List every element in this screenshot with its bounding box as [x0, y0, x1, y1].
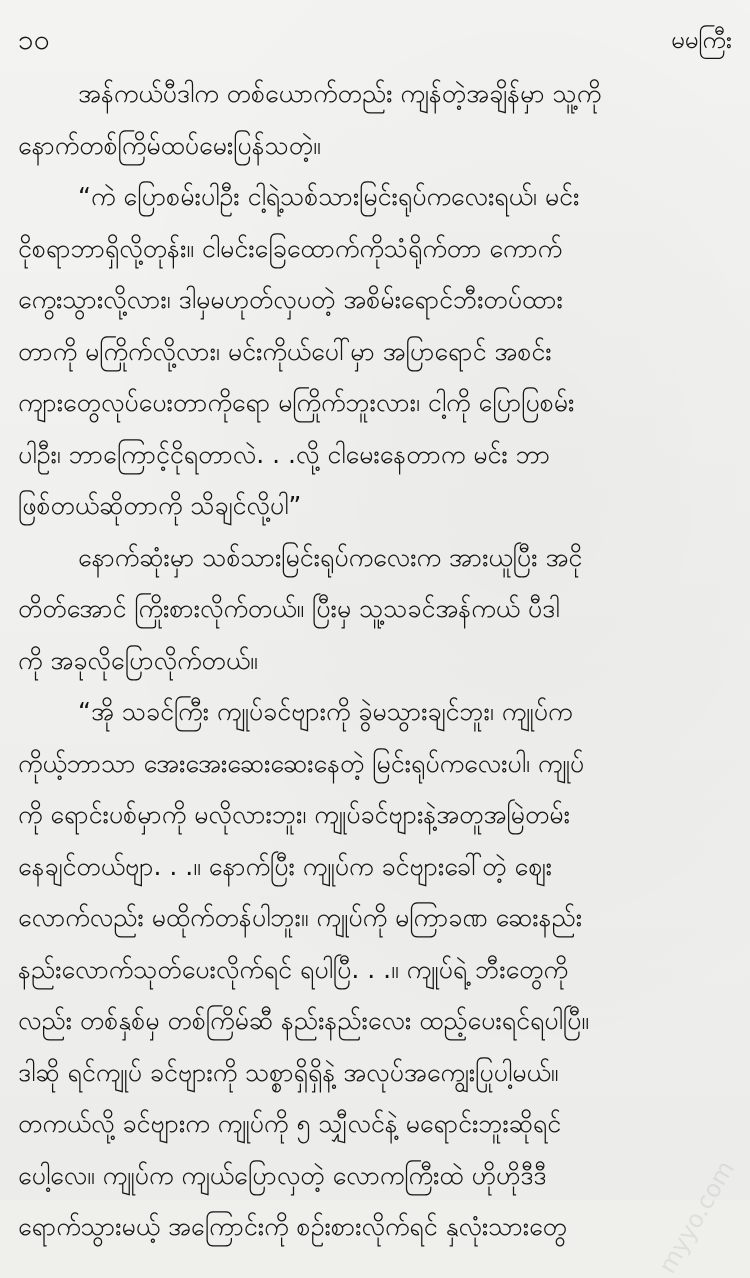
watermark: myyo.com: [653, 1156, 740, 1278]
page-number: ၁၀: [18, 23, 50, 56]
text-line: ကို အခုလိုပြောလိုက်တယ်။: [18, 645, 258, 675]
text-line: လည်း တစ်နှစ်မှ တစ်ကြိမ်ဆီ နည်းနည်းလေး ထည့်ပေးရင်ရပါပြီ။: [18, 1006, 589, 1035]
text-line: နောက်တစ်ကြိမ်ထပ်မေးပြန်သတဲ့။: [18, 130, 321, 160]
text-line: ကိုယ့်ဘာသာ အေးအေးဆေးဆေးနေတဲ့ မြင်းရုပ်ကလေးပါ၊ ကျုပ်: [18, 748, 585, 778]
text-line: ကွေးသွားလို့လား၊ ဒါမှမဟုတ်လှပတဲ့ အစိမ်းရောင်ဘီးတပ်ထား: [18, 285, 563, 314]
text-line: တိတ်အောင် ကြိုးစားလိုက်တယ်။ ပြီးမှ သူ့သခင်အန်ကယ် ပီဒါ: [18, 594, 560, 623]
text-line: နေချင်တယ်ဗျာ. . .။ နောက်ပြီး ကျုပ်က ခင်ဗျားခေါ်တဲ့ ဈေး: [18, 851, 552, 881]
text-line: ပါဦး၊ ဘာကြောင့်ငိုရတာလဲ. . .လို့ ငါမေးနေတာက မင်း ဘာ: [18, 439, 551, 469]
text-line: တကယ်လို့ ခင်ဗျားက ကျုပ်ကို ၅ သျှီလင်နဲ့ မရောင်းဘူးဆိုရင်: [18, 1109, 562, 1138]
text-line: တာကို မကြိုက်လို့လား၊ မင်းကိုယ်ပေါ်မှာ အပြာရောင် အစင်း: [18, 336, 552, 366]
text-line: ရောက်သွားမယ့် အကြောင်းကို စဉ်းစားလိုက်ရင် နှလုံးသားတွေ: [18, 1212, 567, 1241]
running-title: မမကြီး: [670, 26, 732, 54]
text-line: လောက်လည်း မထိုက်တန်ပါဘူး။ ကျုပ်ကို မကြာခဏ ဆေးနည်း: [18, 903, 583, 932]
text-line: ဖြစ်တယ်ဆိုတာကို သိချင်လို့ပါ”: [18, 491, 302, 520]
text-line: ဒါဆို ရင်ကျုပ် ခင်ဗျားကို သစ္စာရှိရှိနဲ့ အလုပ်အကျွေးပြုပါ့မယ်။: [18, 1057, 559, 1087]
text-line: ကို ရောင်းပစ်မှာကို မလိုလားဘူး၊ ကျုပ်ခင်ဗျားနဲ့အတူအမြဲတမ်း: [18, 800, 570, 829]
text-line: အန်ကယ်ပီဒါက တစ်ယောက်တည်း ကျန်တဲ့အချိန်မှာ သူ့ကို: [78, 79, 602, 108]
text-line: “ကဲ ပြောစမ်းပါဦး ငါ့ရဲ့သစ်သားမြင်းရုပ်ကလေးရယ်၊ မင်း: [78, 182, 580, 211]
text-line: “အို သခင်ကြီး ကျုပ်ခင်ဗျားကို ခွဲမသွားချင်ဘူး၊ ကျုပ်က: [78, 697, 573, 726]
text-line: ပေါ့လေ။ ကျုပ်က ကျယ်ပြောလှတဲ့ လောကကြီးထဲ ဟိုဟိုဒီဒီ: [18, 1160, 547, 1190]
text-line: နောက်ဆုံးမှာ သစ်သားမြင်းရုပ်ကလေးက အားယူပြီး အငို: [78, 542, 583, 572]
text-line: ငိုစရာဘာရှိလို့တုန်း။ ငါမင်းခြေထောက်ကိုသံရိုက်တာ ကောက်: [18, 233, 563, 263]
text-line: နည်းလောက်သုတ်ပေးလိုက်ရင် ရပါပြီ. . .။ ကျုပ်ရဲ့ ဘီးတွေကို: [18, 954, 568, 984]
text-line: ကျားတွေလုပ်ပေးတာကိုရော မကြိုက်ဘူးလား၊ ငါ့ကို ပြောပြစမ်း: [18, 388, 575, 417]
page-header: [18, 20, 732, 60]
